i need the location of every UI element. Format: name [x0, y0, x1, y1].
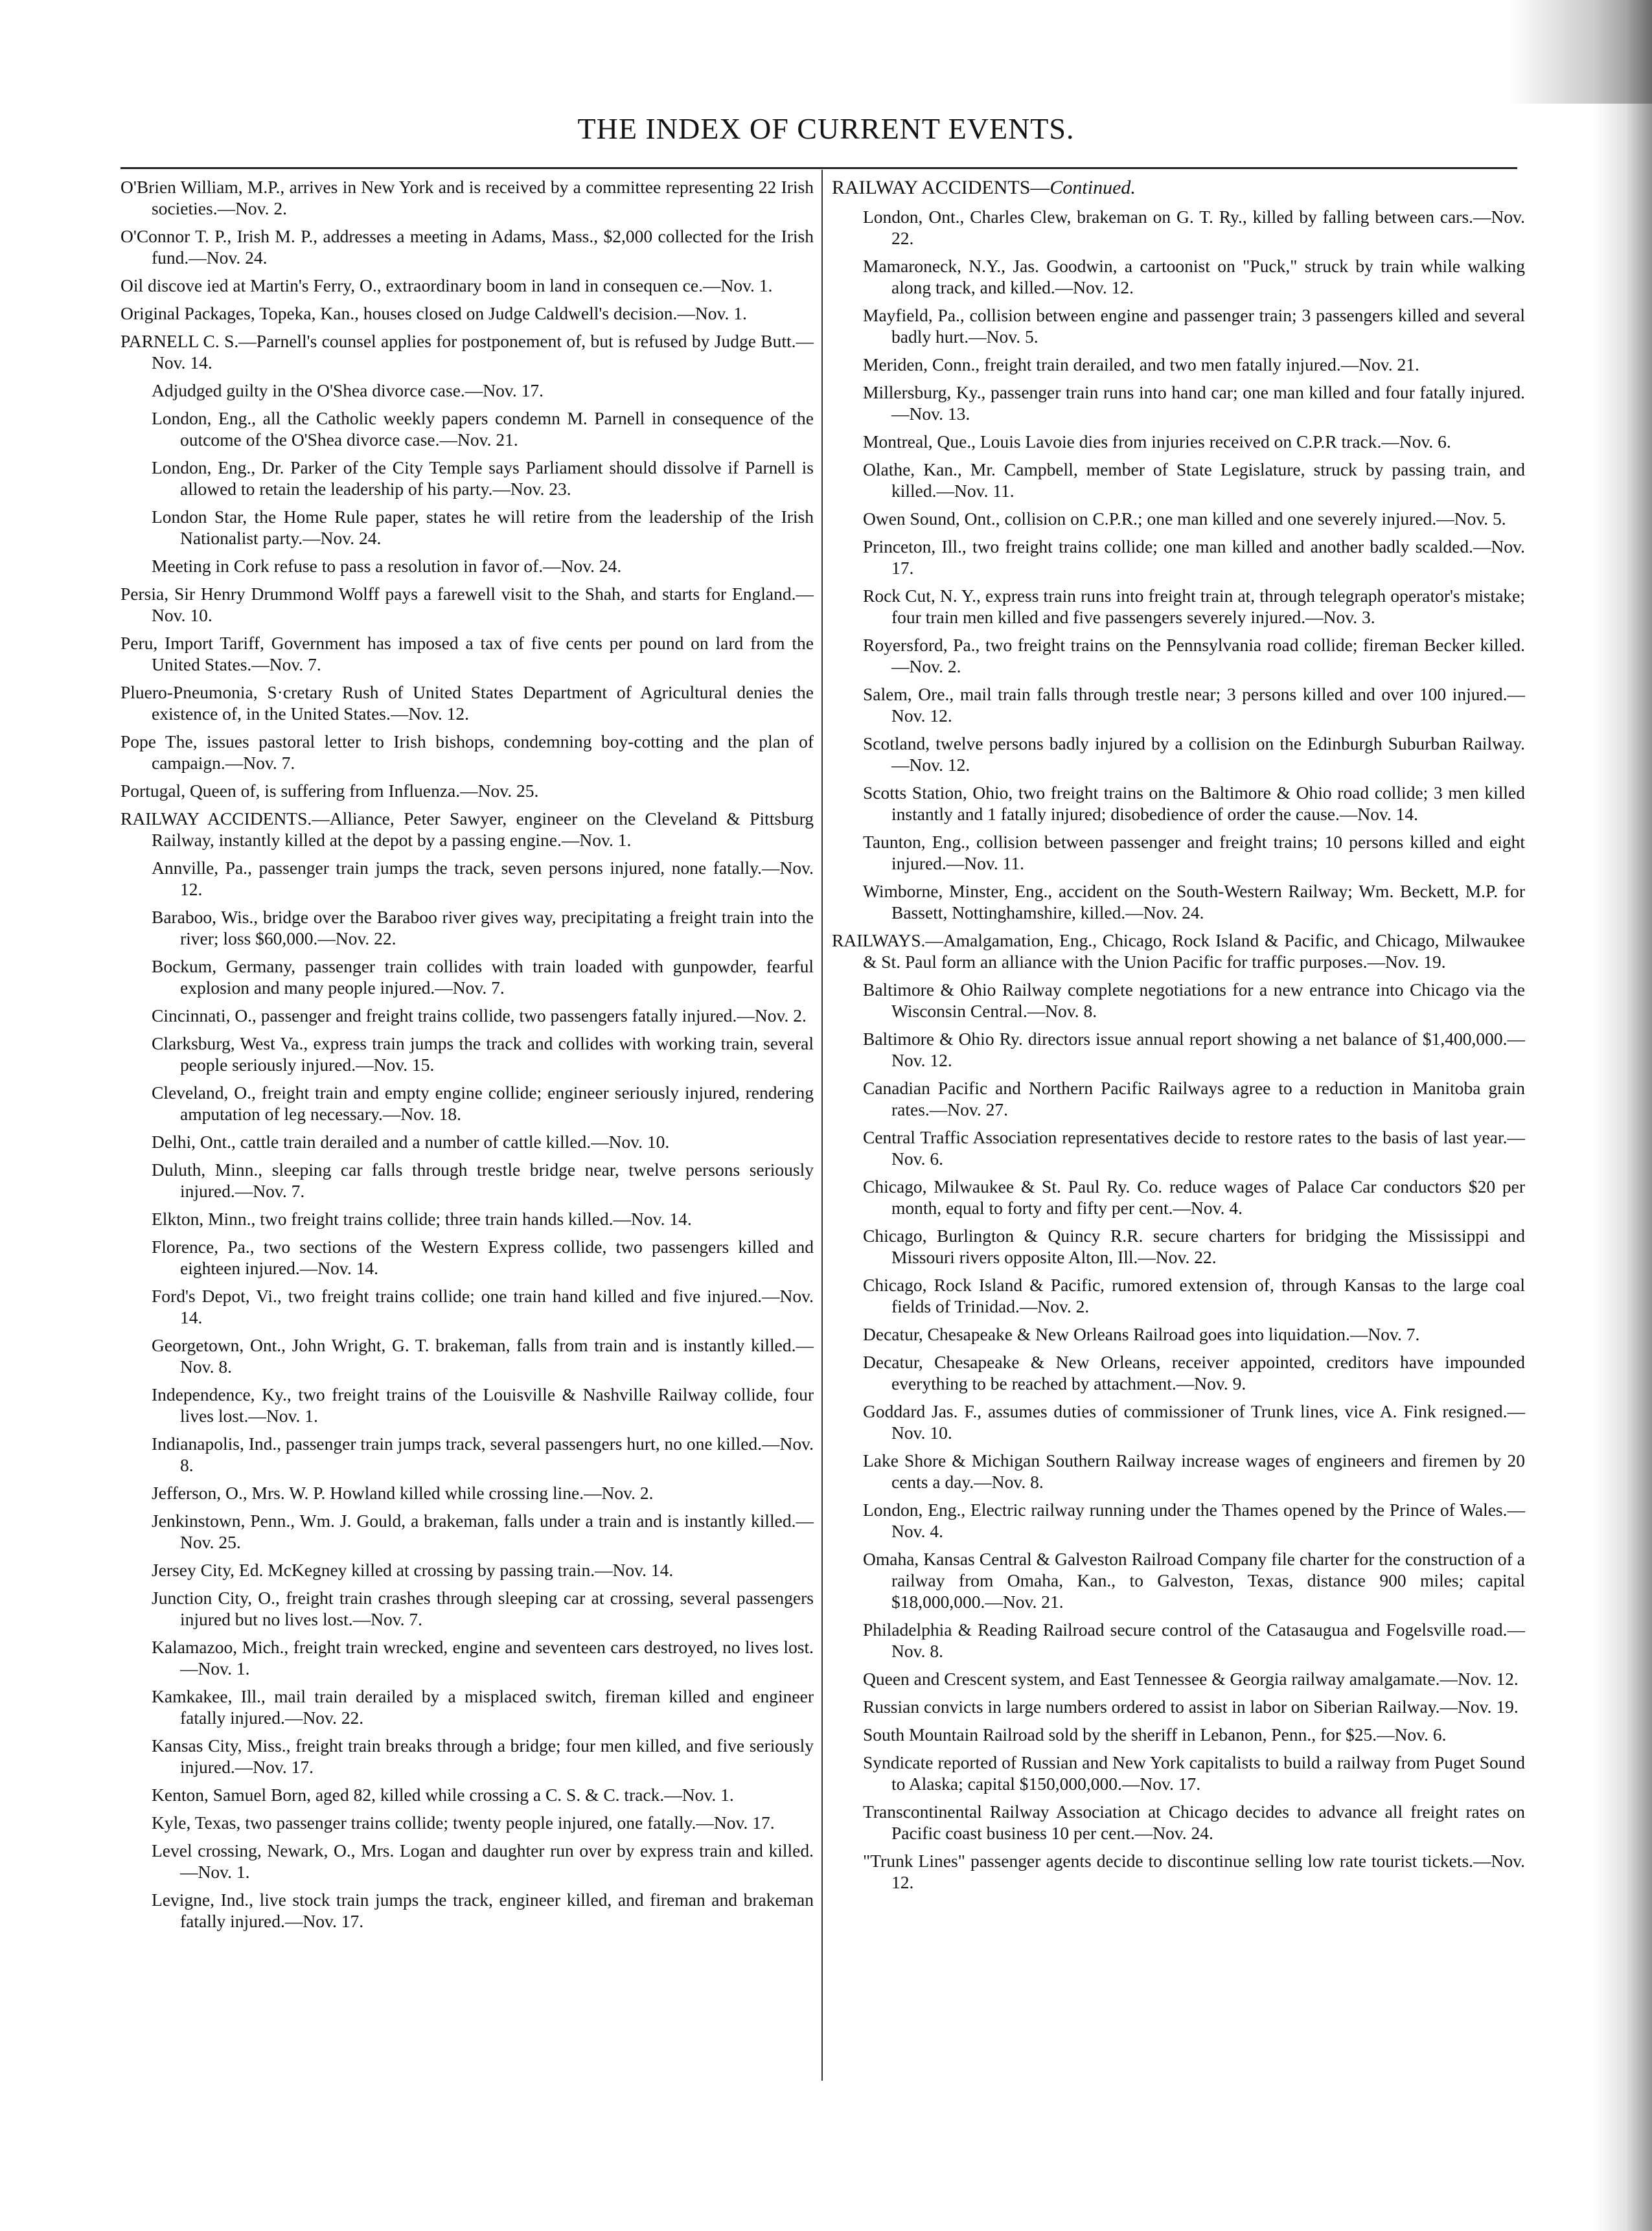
- index-sub-entry: Kansas City, Miss., freight train breaks through a bridge; four men killed, and five seriously injured.—Nov. 17.: [152, 1735, 814, 1777]
- column-divider: [821, 170, 823, 2081]
- page-edge-shadow: [1594, 0, 1652, 2231]
- index-sub-entry: Kamkakee, Ill., mail train derailed by a misplaced switch, fireman killed and engineer fatally injured.—Nov. 22.: [152, 1686, 814, 1728]
- index-entry: Peru, Import Tariff, Government has imposed a tax of five cents per pound on lard from the United States.—Nov. 7.: [120, 633, 814, 674]
- index-sub-entry: Adjudged guilty in the O'Shea divorce case.—Nov. 17.: [152, 380, 544, 400]
- index-sub-entry: Georgetown, Ont., John Wright, G. T. brakeman, falls from train and is instantly killed.—Nov. 8.: [152, 1335, 814, 1377]
- left-column: [120, 176, 814, 1938]
- index-sub-entry: Royersford, Pa., two freight trains on the Pennsylvania road collide; fireman Becker killed.—Nov. 2.: [863, 635, 1525, 676]
- index-sub-entry: London, Eng., Dr. Parker of the City Temple says Parliament should dissolve if Parnell is allowed to retain the leadership of his party.—Nov. 23.: [152, 457, 814, 499]
- index-sub-entry: "Trunk Lines" passenger agents decide to discontinue selling low rate tourist tickets.—Nov. 12.: [863, 1851, 1525, 1892]
- index-sub-entry: Chicago, Rock Island & Pacific, rumored extension of, through Kansas to the large coal fields of Trinidad.—Nov. 2.: [863, 1275, 1525, 1316]
- index-entry: Pope The, issues pastoral letter to Irish bishops, condemning boy-cotting and the plan of campaign.—Nov. 7.: [120, 731, 814, 773]
- index-sub-entry: London, Ont., Charles Clew, brakeman on G. T. Ry., killed by falling between cars.—Nov. 22.: [863, 207, 1525, 248]
- index-sub-entry: Owen Sound, Ont., collision on C.P.R.; one man killed and one severely injured.—Nov. 5.: [863, 509, 1506, 529]
- index-sub-entry: Baltimore & Ohio Railway complete negotiations for a new entrance into Chicago via the Wisconsin Central.—Nov. 8.: [863, 979, 1525, 1021]
- index-sub-entry: Jefferson, O., Mrs. W. P. Howland killed while crossing line.—Nov. 2.: [152, 1483, 654, 1503]
- index-sub-entry: Junction City, O., freight train crashes through sleeping car at crossing, several passengers injured but no lives lost.—Nov. 7.: [152, 1588, 814, 1629]
- index-sub-entry: Jersey City, Ed. McKegney killed at crossing by passing train.—Nov. 14.: [152, 1560, 674, 1580]
- index-sub-entry: Mayfield, Pa., collision between engine and passenger train; 3 passengers killed and several badly hurt.—Nov. 5.: [863, 305, 1525, 347]
- index-sub-entry: Baraboo, Wis., bridge over the Baraboo river gives way, precipitating a freight train into the river; loss $60,000.—Nov. 22.: [152, 907, 814, 948]
- index-sub-entry: Level crossing, Newark, O., Mrs. Logan and daughter run over by express train and killed.—Nov. 1.: [152, 1840, 814, 1882]
- index-sub-entry: Kalamazoo, Mich., freight train wrecked, engine and seventeen cars destroyed, no lives lost.—Nov. 1.: [152, 1637, 814, 1678]
- index-sub-entry: Levigne, Ind., live stock train jumps the track, engineer killed, and fireman and brakeman fatally injured.—Nov. 17.: [152, 1890, 814, 1931]
- index-sub-entry: Wimborne, Minster, Eng., accident on the South-Western Railway; Wm. Beckett, M.P. for Bassett, Nottinghamshire, killed.—Nov. 24.: [863, 881, 1525, 922]
- index-sub-entry: Meeting in Cork refuse to pass a resolution in favor of.—Nov. 24.: [152, 556, 622, 576]
- index-sub-entry: Indianapolis, Ind., passenger train jumps track, several passengers hurt, no one killed.—Nov. 8.: [152, 1434, 814, 1475]
- index-sub-entry: Elkton, Minn., two freight trains collide; three train hands killed.—Nov. 14.: [152, 1209, 692, 1229]
- index-sub-entry: Independence, Ky., two freight trains of the Louisville & Nashville Railway collide, four lives lost.—Nov. 1.: [152, 1384, 814, 1426]
- index-sub-entry: Chicago, Milwaukee & St. Paul Ry. Co. reduce wages of Palace Car conductors $20 per month, equal to forty and fifty per cent.—Nov. 4.: [863, 1176, 1525, 1218]
- page-title: THE INDEX OF CURRENT EVENTS.: [577, 112, 1075, 145]
- index-sub-entry: Delhi, Ont., cattle train derailed and a number of cattle killed.—Nov. 10.: [152, 1132, 670, 1152]
- header-rule: [120, 167, 1517, 169]
- index-sub-entry: Transcontinental Railway Association at Chicago decides to advance all freight rates on Pacific coast business 10 per cent.—Nov. 24.: [863, 1802, 1525, 1843]
- index-sub-entry: Kenton, Samuel Born, aged 82, killed while crossing a C. S. & C. track.—Nov. 1.: [152, 1785, 734, 1805]
- index-entry: PARNELL C. S.—Parnell's counsel applies for postponement of, but is refused by Judge Butt.—Nov. 14.: [120, 331, 814, 372]
- index-sub-entry: Princeton, Ill., two freight trains collide; one man killed and another badly scalded.—Nov. 17.: [863, 536, 1525, 578]
- index-sub-entry: Taunton, Eng., collision between passenger and freight trains; 10 persons killed and eight injured.—Nov. 11.: [863, 832, 1525, 873]
- page-corner-shadow: [1509, 0, 1652, 104]
- index-sub-entry: Cincinnati, O., passenger and freight trains collide, two passengers fatally injured.—Nov. 2.: [152, 1005, 807, 1025]
- index-entry: Portugal, Queen of, is suffering from Influenza.—Nov. 25.: [120, 781, 539, 801]
- index-sub-entry: Lake Shore & Michigan Southern Railway increase wages of engineers and firemen by 20 cents a day.—Nov. 8.: [863, 1450, 1525, 1492]
- index-sub-entry: Cleveland, O., freight train and empty engine collide; engineer seriously injured, rendering amputation of leg necessary.—Nov. 18.: [152, 1082, 814, 1124]
- index-entry: RAILWAYS.—Amalgamation, Eng., Chicago, Rock Island & Pacific, and Chicago, Milwaukee & St. Paul form an alliance with the Union Pacific for traffic purposes.—Nov. 19.: [832, 930, 1525, 972]
- index-sub-entry: Canadian Pacific and Northern Pacific Railways agree to a reduction in Manitoba grain rates.—Nov. 27.: [863, 1078, 1525, 1119]
- index-sub-entry: Duluth, Minn., sleeping car falls through trestle bridge near, twelve persons seriously injured.—Nov. 7.: [152, 1160, 814, 1201]
- index-sub-entry: Mamaroneck, N.Y., Jas. Goodwin, a cartoonist on "Puck," struck by train while walking along track, and killed.—Nov. 12.: [863, 256, 1525, 297]
- index-sub-entry: Rock Cut, N. Y., express train runs into freight train at, through telegraph operator's mistake; four train men killed and five passengers severely injured.—Nov. 3.: [863, 586, 1525, 627]
- continued-heading-italic: Continued.: [1050, 177, 1136, 198]
- index-sub-entry: Russian convicts in large numbers ordered to assist in labor on Siberian Railway.—Nov. 19.: [863, 1697, 1519, 1717]
- index-sub-entry: Meriden, Conn., freight train derailed, and two men fatally injured.—Nov. 21.: [863, 354, 1419, 374]
- index-sub-entry: Olathe, Kan., Mr. Campbell, member of State Legislature, struck by passing train, and killed.—Nov. 11.: [863, 459, 1525, 501]
- continued-heading: [832, 176, 1525, 200]
- index-sub-entry: Scotland, twelve persons badly injured by a collision on the Edinburgh Suburban Railway.—Nov. 12.: [863, 733, 1525, 775]
- index-sub-entry: Decatur, Chesapeake & New Orleans, receiver appointed, creditors have impounded everything to be reached by attachment.—Nov. 9.: [863, 1352, 1525, 1393]
- index-sub-entry: Baltimore & Ohio Ry. directors issue annual report showing a net balance of $1,400,000.—Nov. 12.: [863, 1029, 1525, 1070]
- index-sub-entry: Annville, Pa., passenger train jumps the track, seven persons injured, none fatally.—Nov. 12.: [152, 858, 814, 899]
- index-sub-entry: Decatur, Chesapeake & New Orleans Railroad goes into liquidation.—Nov. 7.: [863, 1324, 1420, 1344]
- index-sub-entry: Central Traffic Association representatives decide to restore rates to the basis of last year.—Nov. 6.: [863, 1127, 1525, 1169]
- index-sub-entry: Jenkinstown, Penn., Wm. J. Gould, a brakeman, falls under a train and is instantly killed.—Nov. 25.: [152, 1511, 814, 1552]
- index-entry: O'Connor T. P., Irish M. P., addresses a meeting in Adams, Mass., $2,000 collected for the Irish fund.—Nov. 24.: [120, 226, 814, 268]
- index-sub-entry: London, Eng., all the Catholic weekly papers condemn M. Parnell in consequence of the outcome of the O'Shea divorce case.—Nov. 21.: [152, 408, 814, 450]
- right-column: [832, 176, 1525, 1899]
- index-entry: Original Packages, Topeka, Kan., houses closed on Judge Caldwell's decision.—Nov. 1.: [120, 303, 747, 323]
- index-sub-entry: Omaha, Kansas Central & Galveston Railroad Company file charter for the construction of a railway from Omaha, Kan., to Galveston, Texas, distance 900 miles; capital $18,000,000.—Nov. 21.: [863, 1549, 1525, 1612]
- index-sub-entry: Scotts Station, Ohio, two freight trains on the Baltimore & Ohio road collide; 3 men killed instantly and 1 fatally injured; disobedience of order the cause.—Nov. 14.: [863, 783, 1525, 824]
- index-entry: O'Brien William, M.P., arrives in New York and is received by a committee representing 22 Irish societies.—Nov. 2.: [120, 177, 814, 218]
- index-entry: Oil discove ied at Martin's Ferry, O., extraordinary boom in land in consequen ce.—Nov. 1.: [120, 275, 773, 295]
- continued-heading-text: RAILWAY ACCIDENTS—: [832, 177, 1050, 198]
- index-sub-entry: Kyle, Texas, two passenger trains collide; twenty people injured, one fatally.—Nov. 17.: [152, 1813, 775, 1833]
- index-sub-entry: Millersburg, Ky., passenger train runs into hand car; one man killed and four fatally injured.—Nov. 13.: [863, 382, 1525, 424]
- index-entry: Pluero-Pneumonia, S·cretary Rush of United States Department of Agricultural denies the existence of, in the United States.—Nov. 12.: [120, 682, 814, 724]
- index-entry: Persia, Sir Henry Drummond Wolff pays a farewell visit to the Shah, and starts for England.—Nov. 10.: [120, 584, 814, 625]
- index-sub-entry: South Mountain Railroad sold by the sheriff in Lebanon, Penn., for $25.—Nov. 6.: [863, 1724, 1447, 1745]
- index-sub-entry: Chicago, Burlington & Quincy R.R. secure charters for bridging the Mississippi and Missouri rivers opposite Alton, Ill.—Nov. 22.: [863, 1226, 1525, 1267]
- index-sub-entry: London Star, the Home Rule paper, states he will retire from the leadership of the Irish Nationalist party.—Nov. 24.: [152, 507, 814, 548]
- index-sub-entry: Montreal, Que., Louis Lavoie dies from injuries received on C.P.R track.—Nov. 6.: [863, 431, 1451, 452]
- index-sub-entry: London, Eng., Electric railway running under the Thames opened by the Prince of Wales.—Nov. 4.: [863, 1500, 1525, 1541]
- index-sub-entry: Queen and Crescent system, and East Tennessee & Georgia railway amalgamate.—Nov. 12.: [863, 1669, 1519, 1689]
- index-sub-entry: Goddard Jas. F., assumes duties of commissioner of Trunk lines, vice A. Fink resigned.—Nov. 10.: [863, 1401, 1525, 1443]
- index-sub-entry: Syndicate reported of Russian and New York capitalists to build a railway from Puget Sound to Alaska; capital $150,000,000.—Nov. 17.: [863, 1752, 1525, 1794]
- index-sub-entry: Clarksburg, West Va., express train jumps the track and collides with working train, several people seriously injured.—Nov. 15.: [152, 1033, 814, 1075]
- index-entry: RAILWAY ACCIDENTS.—Alliance, Peter Sawyer, engineer on the Cleveland & Pittsburg Railway, instantly killed at the depot by a passing engine.—Nov. 1.: [120, 808, 814, 850]
- index-sub-entry: Ford's Depot, Vi., two freight trains collide; one train hand killed and five injured.—Nov. 14.: [152, 1286, 814, 1327]
- index-sub-entry: Florence, Pa., two sections of the Western Express collide, two passengers killed and eighteen injured.—Nov. 14.: [152, 1237, 814, 1278]
- index-sub-entry: Bockum, Germany, passenger train collides with train loaded with gunpowder, fearful explosion and many people injured.—Nov. 7.: [152, 956, 814, 998]
- index-sub-entry: Salem, Ore., mail train falls through trestle near; 3 persons killed and over 100 injured.—Nov. 12.: [863, 684, 1525, 726]
- index-sub-entry: Philadelphia & Reading Railroad secure control of the Catasaugua and Fogelsville road.—Nov. 8.: [863, 1619, 1525, 1661]
